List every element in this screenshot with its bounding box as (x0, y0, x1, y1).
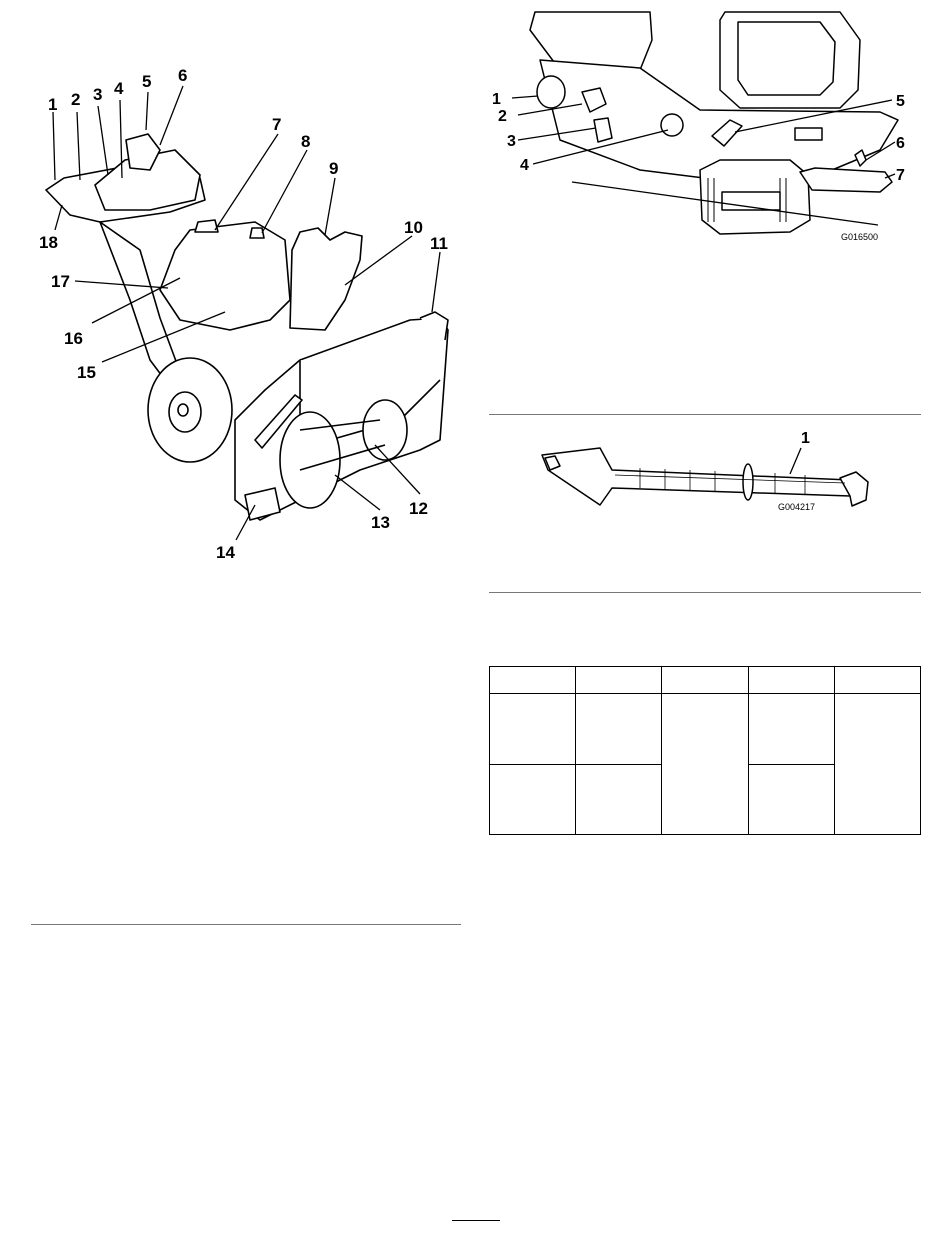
callout-4: 4 (520, 157, 529, 174)
table-header-cell (662, 667, 748, 694)
table-cell (834, 694, 920, 835)
callout-16: 16 (64, 329, 83, 348)
callout-18: 18 (39, 233, 58, 252)
figure-code: G004217 (778, 502, 816, 512)
callout-6: 6 (178, 66, 188, 85)
table-cell (748, 694, 834, 765)
table-cell (576, 765, 662, 835)
table-header-cell (490, 667, 576, 694)
callout-1: 1 (48, 95, 58, 114)
callout-2: 2 (498, 108, 507, 125)
callout-2: 2 (71, 90, 81, 109)
callout-5: 5 (142, 72, 152, 91)
callout-1: 1 (492, 91, 501, 108)
callout-9: 9 (329, 159, 339, 178)
callout-10: 10 (404, 218, 423, 237)
table-row (490, 667, 921, 694)
table-header-cell (576, 667, 662, 694)
callout-7: 7 (272, 115, 282, 134)
table-header-cell (834, 667, 920, 694)
callout-15: 15 (77, 363, 96, 382)
table-cell (490, 765, 576, 835)
callout-4: 4 (114, 79, 124, 98)
table-cell (662, 694, 748, 835)
divider (489, 592, 921, 593)
table-cell (490, 694, 576, 765)
page-footer-rule (452, 1220, 500, 1221)
figure-code: G016500 (841, 232, 879, 242)
callout-5: 5 (896, 93, 905, 110)
spec-table (489, 666, 921, 835)
divider (31, 924, 461, 925)
table-cell (748, 765, 834, 835)
callout-6: 6 (896, 135, 905, 152)
divider (489, 414, 921, 415)
callout-17: 17 (51, 272, 70, 291)
callout-3: 3 (507, 133, 516, 150)
callout-14: 14 (216, 543, 235, 562)
callout-12: 12 (409, 499, 428, 518)
callout-7: 7 (896, 167, 905, 184)
table-row (490, 694, 921, 765)
callout-8: 8 (301, 132, 311, 151)
callout-3: 3 (93, 85, 103, 104)
callout-13: 13 (371, 513, 390, 532)
table-cell (576, 694, 662, 765)
callout-1: 1 (801, 430, 810, 447)
clean-out-tool (542, 448, 850, 505)
table-header-cell (748, 667, 834, 694)
callout-11: 11 (430, 234, 448, 253)
